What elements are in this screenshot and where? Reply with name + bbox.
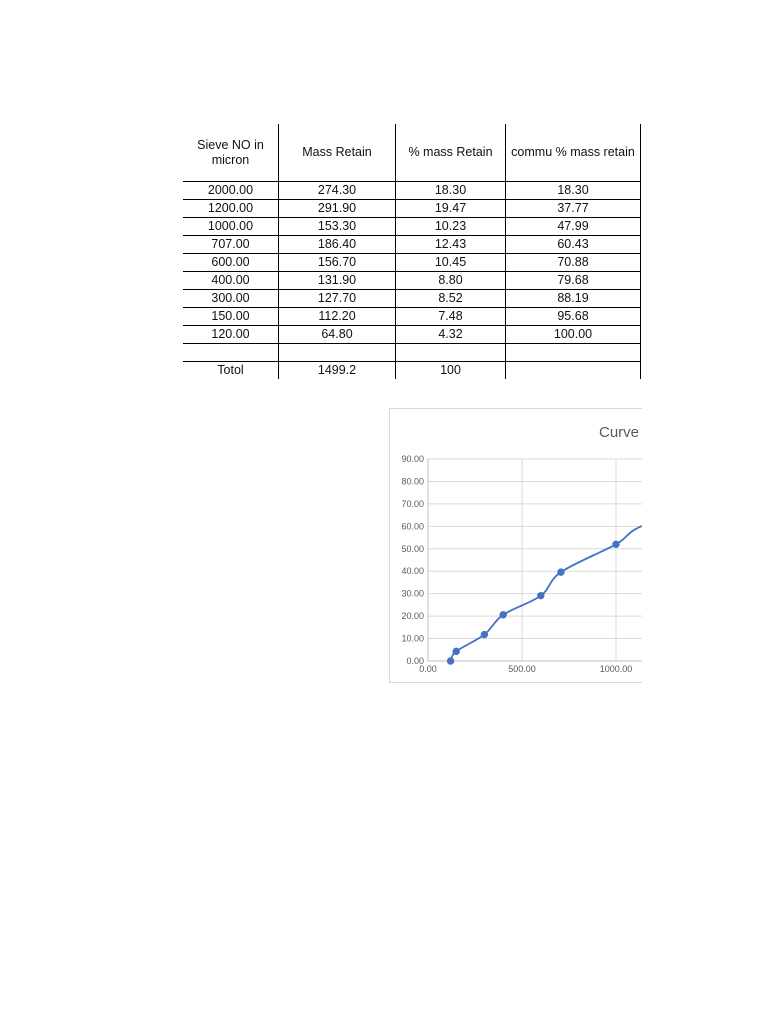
table-total-row [183, 362, 641, 380]
cell-sieve: 1000.00 [183, 218, 279, 236]
cell-mass: 291.90 [279, 200, 396, 218]
table-row [183, 272, 641, 290]
table-row [183, 236, 641, 254]
cell-mass: 112.20 [279, 308, 396, 326]
data-point [500, 612, 506, 618]
cell-cumulative: 95.68 [506, 308, 641, 326]
cell-sieve: 300.00 [183, 290, 279, 308]
total-percent: 100 [396, 362, 506, 380]
cell-percent: 18.30 [396, 182, 506, 200]
cell-cumulative [506, 344, 641, 362]
data-point [453, 648, 459, 654]
y-tick-label: 60.00 [401, 521, 424, 532]
cell-sieve [183, 344, 279, 362]
total-cumulative [506, 362, 641, 380]
cell-mass [279, 344, 396, 362]
cell-cumulative: 88.19 [506, 290, 641, 308]
cell-percent: 7.48 [396, 308, 506, 326]
y-tick-label: 0.00 [406, 656, 424, 666]
header-sieve-no: Sieve NO in micron [183, 124, 279, 182]
cell-cumulative: 18.30 [506, 182, 641, 200]
cell-percent: 4.32 [396, 326, 506, 344]
sieve-analysis-table [183, 124, 641, 379]
cell-cumulative: 70.88 [506, 254, 641, 272]
cell-mass: 131.90 [279, 272, 396, 290]
cell-cumulative: 100.00 [506, 326, 641, 344]
y-tick-label: 20.00 [401, 611, 424, 622]
cell-percent: 8.52 [396, 290, 506, 308]
cell-percent: 8.80 [396, 272, 506, 290]
chart-title: Curve [598, 424, 639, 441]
y-tick-label: 50.00 [401, 543, 424, 554]
table-row [183, 308, 641, 326]
table-header-row [183, 124, 641, 182]
cell-mass: 274.30 [279, 182, 396, 200]
total-mass: 1499.2 [279, 362, 396, 380]
curve-chart [389, 408, 642, 683]
cell-percent: 12.43 [396, 236, 506, 254]
cell-percent: 19.47 [396, 200, 506, 218]
table-row [183, 254, 641, 272]
data-point [538, 592, 544, 598]
cell-percent [396, 344, 506, 362]
y-tick-label: 40.00 [401, 566, 424, 577]
x-tick-label: 1000.00 [599, 664, 633, 674]
x-tick-label: 500.00 [508, 664, 536, 674]
data-point [558, 569, 564, 575]
cell-cumulative: 60.43 [506, 236, 641, 254]
header-percent-mass-retain: % mass Retain [396, 124, 506, 182]
header-mass-retain: Mass Retain [279, 124, 396, 182]
y-tick-label: 10.00 [401, 633, 424, 644]
y-tick-label: 80.00 [401, 476, 424, 487]
cell-mass: 64.80 [279, 326, 396, 344]
y-tick-label: 90.00 [401, 454, 424, 464]
cell-percent: 10.23 [396, 218, 506, 236]
x-tick-label: 0.00 [419, 664, 437, 674]
cell-sieve: 120.00 [183, 326, 279, 344]
cell-mass: 153.30 [279, 218, 396, 236]
cell-percent: 10.45 [396, 254, 506, 272]
cell-sieve: 600.00 [183, 254, 279, 272]
table-row [183, 200, 641, 218]
cell-cumulative: 47.99 [506, 218, 641, 236]
cell-sieve: 1200.00 [183, 200, 279, 218]
table-row [183, 218, 641, 236]
cell-sieve: 707.00 [183, 236, 279, 254]
table-row [183, 182, 641, 200]
table-row [183, 326, 641, 344]
table-row [183, 290, 641, 308]
cell-cumulative: 37.77 [506, 200, 641, 218]
cell-mass: 127.70 [279, 290, 396, 308]
data-point [481, 631, 487, 637]
cell-sieve: 2000.00 [183, 182, 279, 200]
data-point [447, 658, 453, 664]
header-cumulative-percent: commu % mass retain [506, 124, 641, 182]
cell-mass: 186.40 [279, 236, 396, 254]
y-tick-label: 70.00 [401, 498, 424, 509]
y-tick-label: 30.00 [401, 588, 424, 599]
chart-svg [390, 409, 642, 682]
cell-mass: 156.70 [279, 254, 396, 272]
cell-cumulative: 79.68 [506, 272, 641, 290]
table-row-empty [183, 344, 641, 362]
cell-sieve: 400.00 [183, 272, 279, 290]
series-line [451, 478, 642, 661]
total-label: Totol [183, 362, 279, 380]
data-point [613, 541, 619, 547]
cell-sieve: 150.00 [183, 308, 279, 326]
